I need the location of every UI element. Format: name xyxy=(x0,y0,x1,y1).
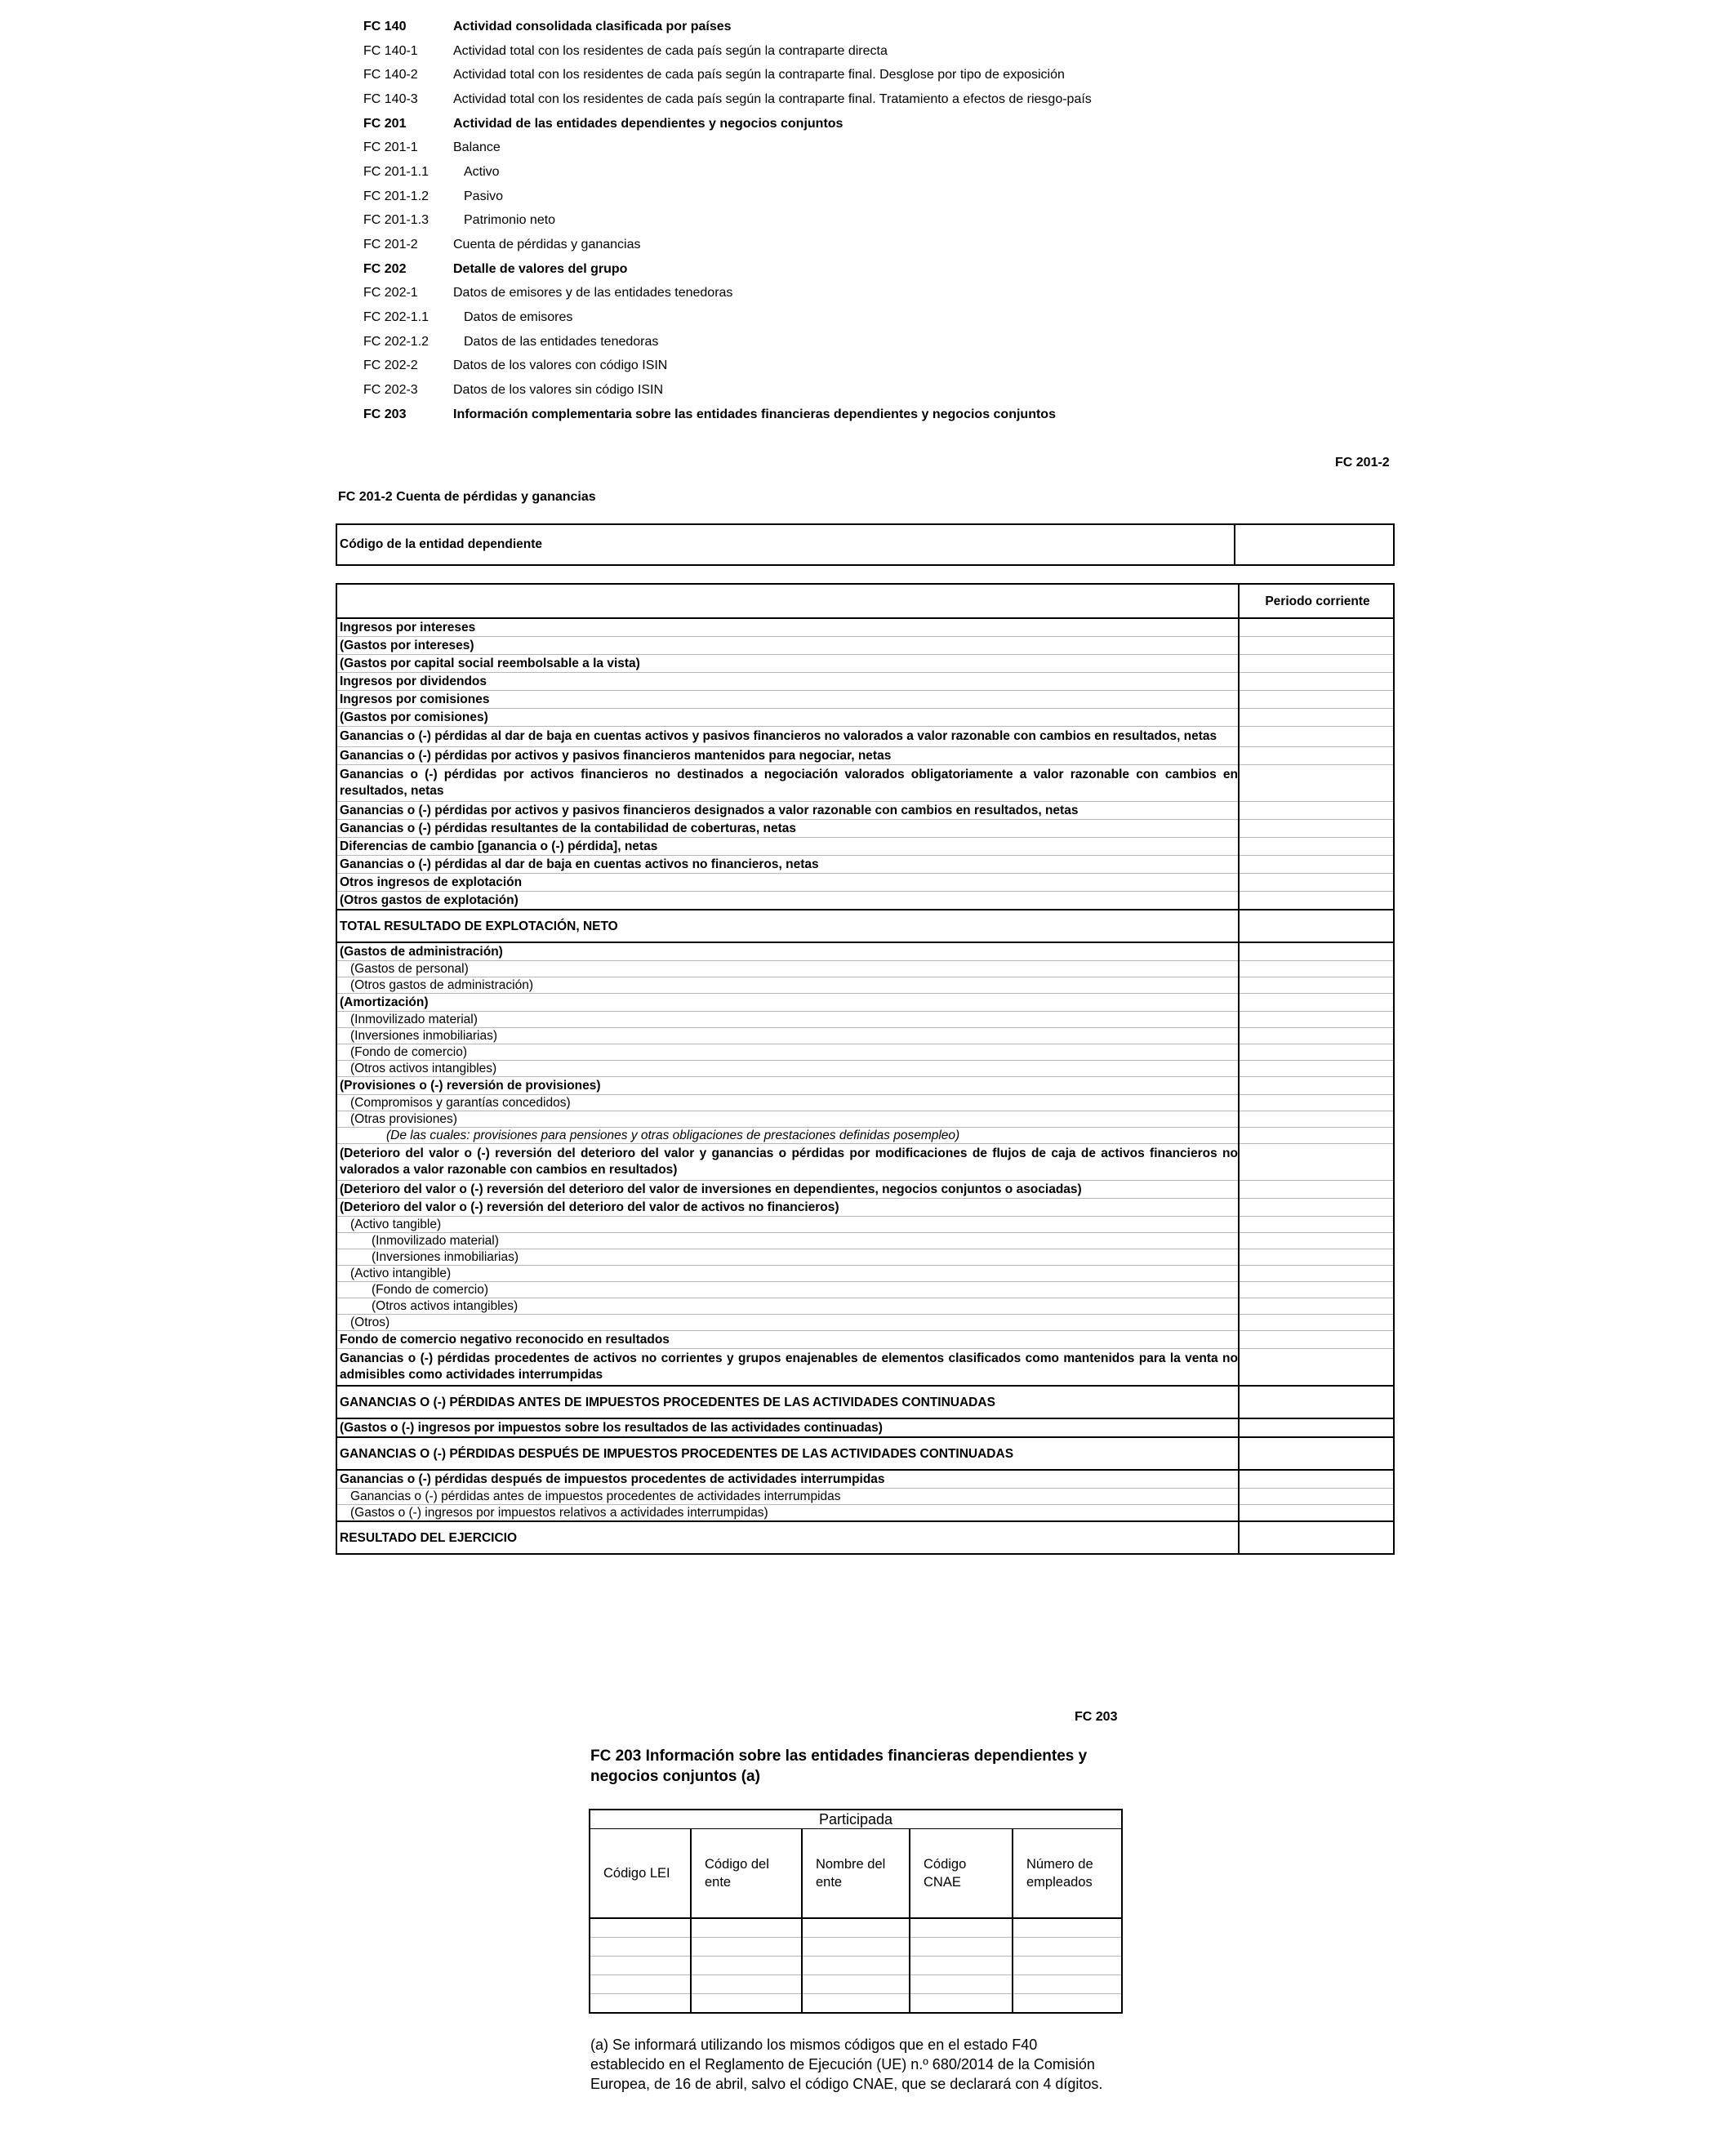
pl-row-label: Ganancias o (-) pérdidas al dar de baja en cuentas activos y pasivos financieros no valorados a valor razonable con cambios en resultados, netas xyxy=(336,727,1239,747)
pl-row-label: (Otros) xyxy=(336,1315,1239,1331)
pl-row xyxy=(336,820,1394,838)
index-code: FC 202 xyxy=(363,261,407,276)
pl-row xyxy=(336,910,1394,942)
pl-row xyxy=(336,747,1394,765)
pl-value-cell[interactable] xyxy=(1239,1349,1394,1387)
pl-row xyxy=(336,1521,1394,1554)
pl-row xyxy=(336,637,1394,655)
index-row xyxy=(363,39,1425,64)
entities-data-cell[interactable] xyxy=(1013,1994,1122,2014)
pl-row xyxy=(336,1437,1394,1470)
pl-value-cell[interactable] xyxy=(1239,910,1394,942)
pl-row xyxy=(336,1331,1394,1349)
pl-row-label: Ganancias o (-) pérdidas por activos y pasivos financieros designados a valor razonable con cambios en resultados, netas xyxy=(336,802,1239,820)
pl-row xyxy=(336,1266,1394,1282)
index-title: Cuenta de pérdidas y ganancias xyxy=(453,238,641,252)
pl-value-cell[interactable] xyxy=(1239,1217,1394,1233)
pl-row xyxy=(336,765,1394,802)
pl-value-cell[interactable] xyxy=(1239,961,1394,977)
entities-data-cell[interactable] xyxy=(910,1918,1013,1938)
entities-data-cell[interactable] xyxy=(590,1938,691,1957)
pl-row xyxy=(336,1349,1394,1387)
pl-row xyxy=(336,1095,1394,1111)
pl-row-label: (Activo intangible) xyxy=(336,1266,1239,1282)
index-row xyxy=(363,282,1425,306)
entities-data-cell[interactable] xyxy=(802,1918,910,1938)
pl-row xyxy=(336,961,1394,977)
index-row xyxy=(363,136,1425,160)
index-code: FC 140 xyxy=(363,19,407,33)
entity-code-box xyxy=(336,523,1395,566)
pl-row-label: Ingresos por comisiones xyxy=(336,691,1239,709)
pl-value-cell[interactable] xyxy=(1239,892,1394,910)
index-title: Actividad de las entidades dependientes y negocios conjuntos xyxy=(453,116,844,131)
entities-data-cell[interactable] xyxy=(802,1957,910,1975)
pl-header-period: Periodo corriente xyxy=(1239,584,1394,618)
entities-data-cell[interactable] xyxy=(691,1938,802,1957)
pl-row xyxy=(336,1077,1394,1095)
pl-row xyxy=(336,691,1394,709)
entities-data-cell[interactable] xyxy=(1013,1938,1122,1957)
pl-value-cell[interactable] xyxy=(1239,1181,1394,1199)
index-title: Actividad total con los residentes de cada país según la contraparte final. Desglose por tipo de exposición xyxy=(453,68,1065,82)
entities-data-cell[interactable] xyxy=(910,1975,1013,1994)
pl-value-cell[interactable] xyxy=(1239,765,1394,802)
index-title: Datos de las entidades tenedoras xyxy=(464,334,659,349)
pl-value-cell[interactable] xyxy=(1239,1386,1394,1418)
entities-data-cell[interactable] xyxy=(802,1994,910,2014)
index-code: FC 201-1.1 xyxy=(363,164,430,179)
pl-row xyxy=(336,1144,1394,1181)
pl-row-label: (Inversiones inmobiliarias) xyxy=(336,1028,1239,1044)
index-title: Actividad total con los residentes de cada país según la contraparte final. Tratamiento a efectos de riesgo-país xyxy=(453,91,1092,106)
pl-value-cell[interactable] xyxy=(1239,1266,1394,1282)
pl-row xyxy=(336,892,1394,910)
pl-value-cell[interactable] xyxy=(1239,1298,1394,1315)
pl-value-cell[interactable] xyxy=(1239,709,1394,727)
pl-row xyxy=(336,1217,1394,1233)
pl-value-cell[interactable] xyxy=(1239,942,1394,961)
pl-row xyxy=(336,1315,1394,1331)
pl-value-cell[interactable] xyxy=(1239,1077,1394,1095)
pl-header-row xyxy=(336,584,1394,618)
pl-row-label: (Deterioro del valor o (-) reversión del deterioro del valor de activos no financieros) xyxy=(336,1199,1239,1217)
index-code: FC 203 xyxy=(363,407,407,421)
index-code: FC 140-1 xyxy=(363,43,418,58)
pl-row-label: (Gastos por comisiones) xyxy=(336,709,1239,727)
pl-row-label: (De las cuales: provisiones para pensiones y otras obligaciones de prestaciones definidas posempleo) xyxy=(336,1128,1239,1144)
pl-value-cell[interactable] xyxy=(1239,618,1394,637)
pl-row-label: Ingresos por intereses xyxy=(336,618,1239,637)
entities-data-row xyxy=(590,1957,1122,1975)
fc2012-ref-tag: FC 201-2 xyxy=(1335,456,1390,470)
pl-row xyxy=(336,874,1394,892)
pl-value-cell[interactable] xyxy=(1239,820,1394,838)
entities-data-cell[interactable] xyxy=(802,1975,910,1994)
pl-row xyxy=(336,1470,1394,1489)
pl-value-cell[interactable] xyxy=(1239,1470,1394,1489)
pl-value-cell[interactable] xyxy=(1239,1521,1394,1554)
index-code: FC 201-1.3 xyxy=(363,213,430,228)
pl-row xyxy=(336,1505,1394,1522)
pl-value-cell[interactable] xyxy=(1239,1418,1394,1437)
pl-value-cell[interactable] xyxy=(1239,977,1394,994)
entities-data-cell[interactable] xyxy=(691,1918,802,1938)
pl-row-label: (Inmovilizado material) xyxy=(336,1012,1239,1028)
entities-data-row xyxy=(590,1994,1122,2014)
index-row xyxy=(363,209,1425,234)
pl-value-cell[interactable] xyxy=(1239,691,1394,709)
index-code: FC 201-1.2 xyxy=(363,189,430,203)
pl-row-label: (Deterioro del valor o (-) reversión del deterioro del valor y ganancias o pérdidas por modificaciones de flujos de caja de activos financieros no valorados a valor razonable con cambios en resultados) xyxy=(336,1144,1239,1181)
entities-column-row xyxy=(590,1829,1122,1919)
index-title: Balance xyxy=(453,140,501,155)
pl-value-cell[interactable] xyxy=(1239,655,1394,673)
index-list xyxy=(363,15,1425,427)
pl-row-label: (Fondo de comercio) xyxy=(336,1282,1239,1298)
pl-row-label: (Otros gastos de administración) xyxy=(336,977,1239,994)
pl-row xyxy=(336,1199,1394,1217)
pl-row-label: GANANCIAS O (-) PÉRDIDAS ANTES DE IMPUESTOS PROCEDENTES DE LAS ACTIVIDADES CONTINUADAS xyxy=(336,1386,1239,1418)
pl-value-cell[interactable] xyxy=(1239,1331,1394,1349)
index-code: FC 202-2 xyxy=(363,358,418,373)
pl-value-cell[interactable] xyxy=(1239,802,1394,820)
index-code: FC 201-1 xyxy=(363,140,418,155)
entity-code-label: Código de la entidad dependiente xyxy=(336,524,1235,565)
fc2012-title: FC 201-2 Cuenta de pérdidas y ganancias xyxy=(338,490,596,504)
pl-row-label: (Amortización) xyxy=(336,994,1239,1012)
pl-row xyxy=(336,1044,1394,1061)
index-row xyxy=(363,87,1425,112)
fc203-title: FC 203 Información sobre las entidades financieras dependientes y negocios conjuntos (a) xyxy=(590,1747,1088,1785)
pl-row-label: (Gastos por intereses) xyxy=(336,637,1239,655)
pl-row-label: Diferencias de cambio [ganancia o (-) pérdida], netas xyxy=(336,838,1239,856)
pl-value-cell[interactable] xyxy=(1239,1012,1394,1028)
pl-row xyxy=(336,838,1394,856)
index-code: FC 201 xyxy=(363,116,407,131)
pl-value-cell[interactable] xyxy=(1239,1095,1394,1111)
pl-row xyxy=(336,1233,1394,1249)
pl-value-cell[interactable] xyxy=(1239,673,1394,691)
entities-data-cell[interactable] xyxy=(910,1957,1013,1975)
index-row xyxy=(363,160,1425,185)
entities-data-cell[interactable] xyxy=(590,1994,691,2014)
entities-group-row xyxy=(590,1810,1122,1829)
pl-row xyxy=(336,1111,1394,1128)
index-code: FC 140-2 xyxy=(363,68,418,82)
pl-row xyxy=(336,1128,1394,1144)
pl-value-cell[interactable] xyxy=(1239,1505,1394,1522)
index-code: FC 201-2 xyxy=(363,238,418,252)
fc203-ref-tag: FC 203 xyxy=(1075,1710,1118,1724)
index-row xyxy=(363,354,1425,379)
pl-row xyxy=(336,655,1394,673)
pl-row-label: Ganancias o (-) pérdidas procedentes de activos no corrientes y grupos enajenables de elementos clasificados como mantenidos para la venta no admisibles como actividades interrumpidas xyxy=(336,1349,1239,1387)
pl-value-cell[interactable] xyxy=(1239,1061,1394,1077)
pl-row-label: (Otros gastos de explotación) xyxy=(336,892,1239,910)
index-code: FC 202-1.1 xyxy=(363,310,430,325)
entities-data-cell[interactable] xyxy=(910,1938,1013,1957)
profit-loss-table xyxy=(336,583,1395,1555)
pl-row-label: (Provisiones o (-) reversión de provisiones) xyxy=(336,1077,1239,1095)
pl-row-label: Ganancias o (-) pérdidas al dar de baja en cuentas activos no financieros, netas xyxy=(336,856,1239,874)
index-title: Datos de los valores sin código ISIN xyxy=(453,383,664,398)
entities-data-cell[interactable] xyxy=(802,1938,910,1957)
entities-data-cell[interactable] xyxy=(590,1975,691,1994)
pl-value-cell[interactable] xyxy=(1239,637,1394,655)
index-code: FC 140-3 xyxy=(363,91,418,106)
pl-row xyxy=(336,1061,1394,1077)
entities-column-header: Nombre del ente xyxy=(802,1829,910,1919)
entities-data-cell[interactable] xyxy=(1013,1957,1122,1975)
pl-value-cell[interactable] xyxy=(1239,874,1394,892)
pl-row xyxy=(336,1012,1394,1028)
pl-row-label: (Inversiones inmobiliarias) xyxy=(336,1249,1239,1266)
pl-row-label: (Otras provisiones) xyxy=(336,1111,1239,1128)
pl-value-cell[interactable] xyxy=(1239,838,1394,856)
pl-row xyxy=(336,856,1394,874)
entities-table xyxy=(589,1809,1123,2014)
entities-column-header: Código CNAE xyxy=(910,1829,1013,1919)
pl-value-cell[interactable] xyxy=(1239,1282,1394,1298)
pl-row xyxy=(336,709,1394,727)
pl-row-label: (Gastos de personal) xyxy=(336,961,1239,977)
index-code: FC 202-3 xyxy=(363,383,418,398)
pl-value-cell[interactable] xyxy=(1239,994,1394,1012)
index-title: Actividad consolidada clasificada por países xyxy=(453,19,732,33)
fc203-footnote: (a) Se informará utilizando los mismos códigos que en el estado F40 establecido en el Reglamento de Ejecución (UE) n.º 680/2014 de la Comisión Europea, de 16 de abril, salvo el código CNAE, que se declarará con 4 dígitos. xyxy=(590,2037,1103,2092)
entities-data-cell[interactable] xyxy=(910,1994,1013,2014)
pl-value-cell[interactable] xyxy=(1239,1044,1394,1061)
pl-row xyxy=(336,727,1394,747)
pl-row-label: (Gastos o (-) ingresos por impuestos relativos a actividades interrumpidas) xyxy=(336,1505,1239,1522)
pl-row-label: GANANCIAS O (-) PÉRDIDAS DESPUÉS DE IMPUESTOS PROCEDENTES DE LAS ACTIVIDADES CONTINUADAS xyxy=(336,1437,1239,1470)
index-row xyxy=(363,305,1425,330)
pl-row-label: Otros ingresos de explotación xyxy=(336,874,1239,892)
pl-value-cell[interactable] xyxy=(1239,1144,1394,1181)
entities-data-cell[interactable] xyxy=(1013,1918,1122,1938)
pl-row-label: (Otros activos intangibles) xyxy=(336,1061,1239,1077)
pl-row-label: (Gastos por capital social reembolsable a la vista) xyxy=(336,655,1239,673)
index-title: Datos de los valores con código ISIN xyxy=(453,358,668,373)
index-title: Pasivo xyxy=(464,189,504,203)
pl-row-label: (Fondo de comercio) xyxy=(336,1044,1239,1061)
index-title: Detalle de valores del grupo xyxy=(453,261,628,276)
pl-value-cell[interactable] xyxy=(1239,1028,1394,1044)
entities-group-header: Participada xyxy=(590,1810,1122,1829)
index-row xyxy=(363,63,1425,87)
index-row xyxy=(363,378,1425,403)
index-row xyxy=(363,112,1425,136)
pl-value-cell[interactable] xyxy=(1239,856,1394,874)
pl-row-label: (Deterioro del valor o (-) reversión del deterioro del valor de inversiones en dependientes, negocios conjuntos o asociadas) xyxy=(336,1181,1239,1199)
pl-value-cell[interactable] xyxy=(1239,1233,1394,1249)
pl-row xyxy=(336,1489,1394,1505)
pl-row-label: Ganancias o (-) pérdidas después de impuestos procedentes de actividades interrumpidas xyxy=(336,1470,1239,1489)
pl-value-cell[interactable] xyxy=(1239,1111,1394,1128)
entities-column-header: Número de empleados xyxy=(1013,1829,1122,1919)
index-title: Patrimonio neto xyxy=(464,213,556,228)
pl-row xyxy=(336,618,1394,637)
entities-data-cell[interactable] xyxy=(590,1918,691,1938)
entities-data-row xyxy=(590,1938,1122,1957)
entities-data-row xyxy=(590,1918,1122,1938)
entities-data-cell[interactable] xyxy=(1013,1975,1122,1994)
pl-row-label: (Activo tangible) xyxy=(336,1217,1239,1233)
index-title: Información complementaria sobre las entidades financieras dependientes y negocios conjuntos xyxy=(453,407,1056,421)
pl-row xyxy=(336,1181,1394,1199)
index-row xyxy=(363,330,1425,354)
pl-row xyxy=(336,942,1394,961)
entities-data-cell[interactable] xyxy=(691,1975,802,1994)
index-row xyxy=(363,403,1425,427)
pl-row xyxy=(336,673,1394,691)
pl-value-cell[interactable] xyxy=(1239,727,1394,747)
index-row xyxy=(363,233,1425,257)
pl-row-label: (Compromisos y garantías concedidos) xyxy=(336,1095,1239,1111)
index-title: Datos de emisores xyxy=(464,310,573,325)
entities-column-header: Código del ente xyxy=(691,1829,802,1919)
entities-column-header: Código LEI xyxy=(590,1829,691,1919)
entities-data-cell[interactable] xyxy=(691,1957,802,1975)
index-title: Activo xyxy=(464,164,500,179)
pl-row xyxy=(336,1298,1394,1315)
pl-row xyxy=(336,1282,1394,1298)
pl-row-label: TOTAL RESULTADO DE EXPLOTACIÓN, NETO xyxy=(336,910,1239,942)
index-row xyxy=(363,257,1425,282)
pl-row-label: Ganancias o (-) pérdidas resultantes de la contabilidad de coberturas, netas xyxy=(336,820,1239,838)
pl-row xyxy=(336,1249,1394,1266)
pl-value-cell[interactable] xyxy=(1239,1249,1394,1266)
pl-row xyxy=(336,1418,1394,1437)
index-row xyxy=(363,185,1425,209)
pl-row-label: (Otros activos intangibles) xyxy=(336,1298,1239,1315)
pl-row-label: Fondo de comercio negativo reconocido en resultados xyxy=(336,1331,1239,1349)
index-code: FC 202-1.2 xyxy=(363,334,430,349)
pl-value-cell[interactable] xyxy=(1239,1489,1394,1505)
pl-value-cell[interactable] xyxy=(1239,1128,1394,1144)
pl-row-label: Ganancias o (-) pérdidas antes de impuestos procedentes de actividades interrumpidas xyxy=(336,1489,1239,1505)
entities-data-cell[interactable] xyxy=(590,1957,691,1975)
pl-value-cell[interactable] xyxy=(1239,1199,1394,1217)
pl-row-label: Ganancias o (-) pérdidas por activos y pasivos financieros mantenidos para negociar, netas xyxy=(336,747,1239,765)
entity-code-input[interactable] xyxy=(1235,524,1394,565)
pl-value-cell[interactable] xyxy=(1239,1437,1394,1470)
index-row xyxy=(363,15,1425,39)
pl-row-label: (Inmovilizado material) xyxy=(336,1233,1239,1249)
pl-row-label: Ganancias o (-) pérdidas por activos financieros no destinados a negociación valorados obligatoriamente a valor razonable con cambios en resultados, netas xyxy=(336,765,1239,802)
pl-row-label: Ingresos por dividendos xyxy=(336,673,1239,691)
pl-row xyxy=(336,1386,1394,1418)
index-title: Actividad total con los residentes de cada país según la contraparte directa xyxy=(453,43,888,58)
index-code: FC 202-1 xyxy=(363,286,418,301)
pl-row xyxy=(336,977,1394,994)
entities-data-row xyxy=(590,1975,1122,1994)
pl-row-label: RESULTADO DEL EJERCICIO xyxy=(336,1521,1239,1554)
pl-row-label: (Gastos de administración) xyxy=(336,942,1239,961)
index-title: Datos de emisores y de las entidades tenedoras xyxy=(453,286,733,301)
pl-row xyxy=(336,1028,1394,1044)
pl-row xyxy=(336,994,1394,1012)
pl-value-cell[interactable] xyxy=(1239,1315,1394,1331)
pl-row-label: (Gastos o (-) ingresos por impuestos sobre los resultados de las actividades continuadas) xyxy=(336,1418,1239,1437)
pl-header-blank xyxy=(336,584,1239,618)
pl-value-cell[interactable] xyxy=(1239,747,1394,765)
entities-data-cell[interactable] xyxy=(691,1994,802,2014)
pl-row xyxy=(336,802,1394,820)
